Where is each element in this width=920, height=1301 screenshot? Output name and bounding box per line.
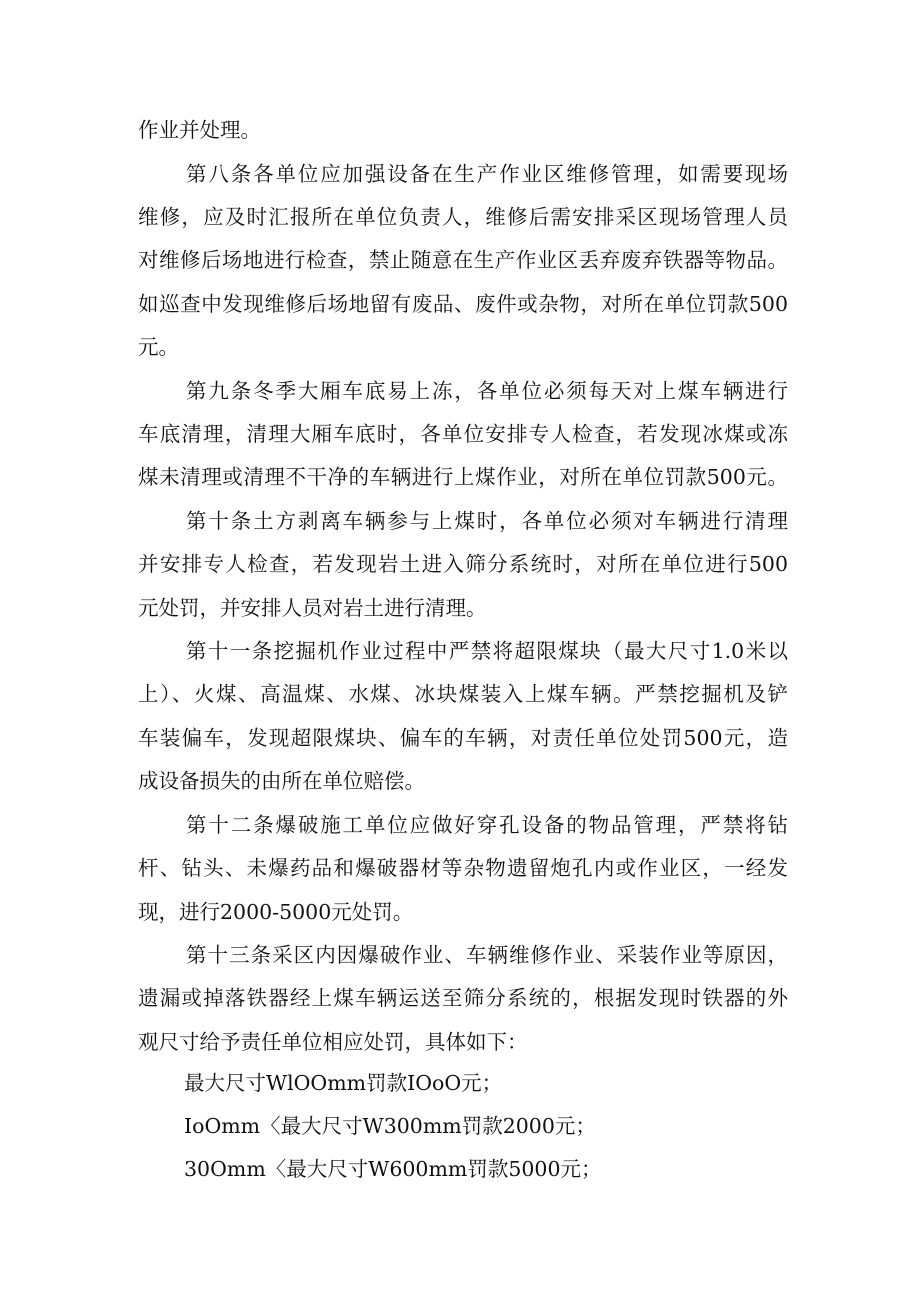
article-8-line: 对维修后场地进行检查，禁止随意在生产作业区丢弃废弃铁器等物品。 [138, 248, 788, 272]
article-11-line: 成设备损失的由所在单位赔偿。 [138, 769, 425, 793]
article-13-line: 第十三条采区内因爆破作业、车辆维修作业、采装作业等原因， [186, 943, 788, 967]
article-9-line: 煤未清理或清理不干净的车辆进行上煤作业，对所在单位罚款500元。 [138, 465, 788, 489]
article-11-line: 车装偏车，发现超限煤块、偏车的车辆，对责任单位处罚500元，造 [138, 726, 788, 750]
article-10-line: 第十条土方剥离车辆参与上煤时，各单位必须对车辆进行清理 [186, 509, 788, 533]
article-9-line: 第九条冬季大厢车底易上冻，各单位必须每天对上煤车辆进行 [186, 379, 788, 403]
article-11-line: 上）、火煤、高温煤、水煤、冰块煤装入上煤车辆。严禁挖掘机及铲 [138, 682, 788, 706]
article-8-line: 元。 [138, 335, 179, 359]
article-12-line: 杆、钻头、未爆药品和爆破器材等杂物遗留炮孔内或作业区，一经发 [138, 856, 788, 880]
article-13-line: 观尺寸给予责任单位相应处罚，具体如下： [138, 1030, 528, 1054]
article-12-line: 第十二条爆破施工单位应做好穿孔设备的物品管理，严禁将钻 [186, 813, 788, 837]
article-9-line: 车底清理，清理大厢车底时，各单位安排专人检查，若发现冰煤或冻 [138, 422, 788, 446]
article-8-line: 如巡查中发现维修后场地留有废品、废件或杂物，对所在单位罚款500 [138, 292, 788, 316]
article-10-line: 并安排专人检查，若发现岩土进入筛分系统时，对所在单位进行500 [138, 552, 788, 576]
article-8-line: 维修，应及时汇报所在单位负责人，维修后需安排采区现场管理人员 [138, 205, 788, 229]
penalty-line: 最大尺寸WlOOmm罚款IOoO元； [184, 1071, 503, 1095]
article-8-line: 第八条各单位应加强设备在生产作业区维修管理，如需要现场 [186, 162, 788, 186]
penalty-line: 30Omm〈最大尺寸W600mm罚款5000元； [184, 1157, 602, 1181]
paragraph-line: 作业并处理。 [138, 118, 261, 142]
article-11-line: 第十一条挖掘机作业过程中严禁将超限煤块（最大尺寸1.0米以 [186, 639, 788, 663]
article-13-line: 遗漏或掉落铁器经上煤车辆运送至筛分系统的，根据发现时铁器的外 [138, 986, 788, 1010]
article-10-line: 元处罚，并安排人员对岩土进行清理。 [138, 596, 487, 620]
penalty-line: IoOmm〈最大尺寸W300mm罚款2000元； [184, 1114, 596, 1138]
article-12-line: 现，进行2000-5000元处罚。 [138, 900, 414, 924]
